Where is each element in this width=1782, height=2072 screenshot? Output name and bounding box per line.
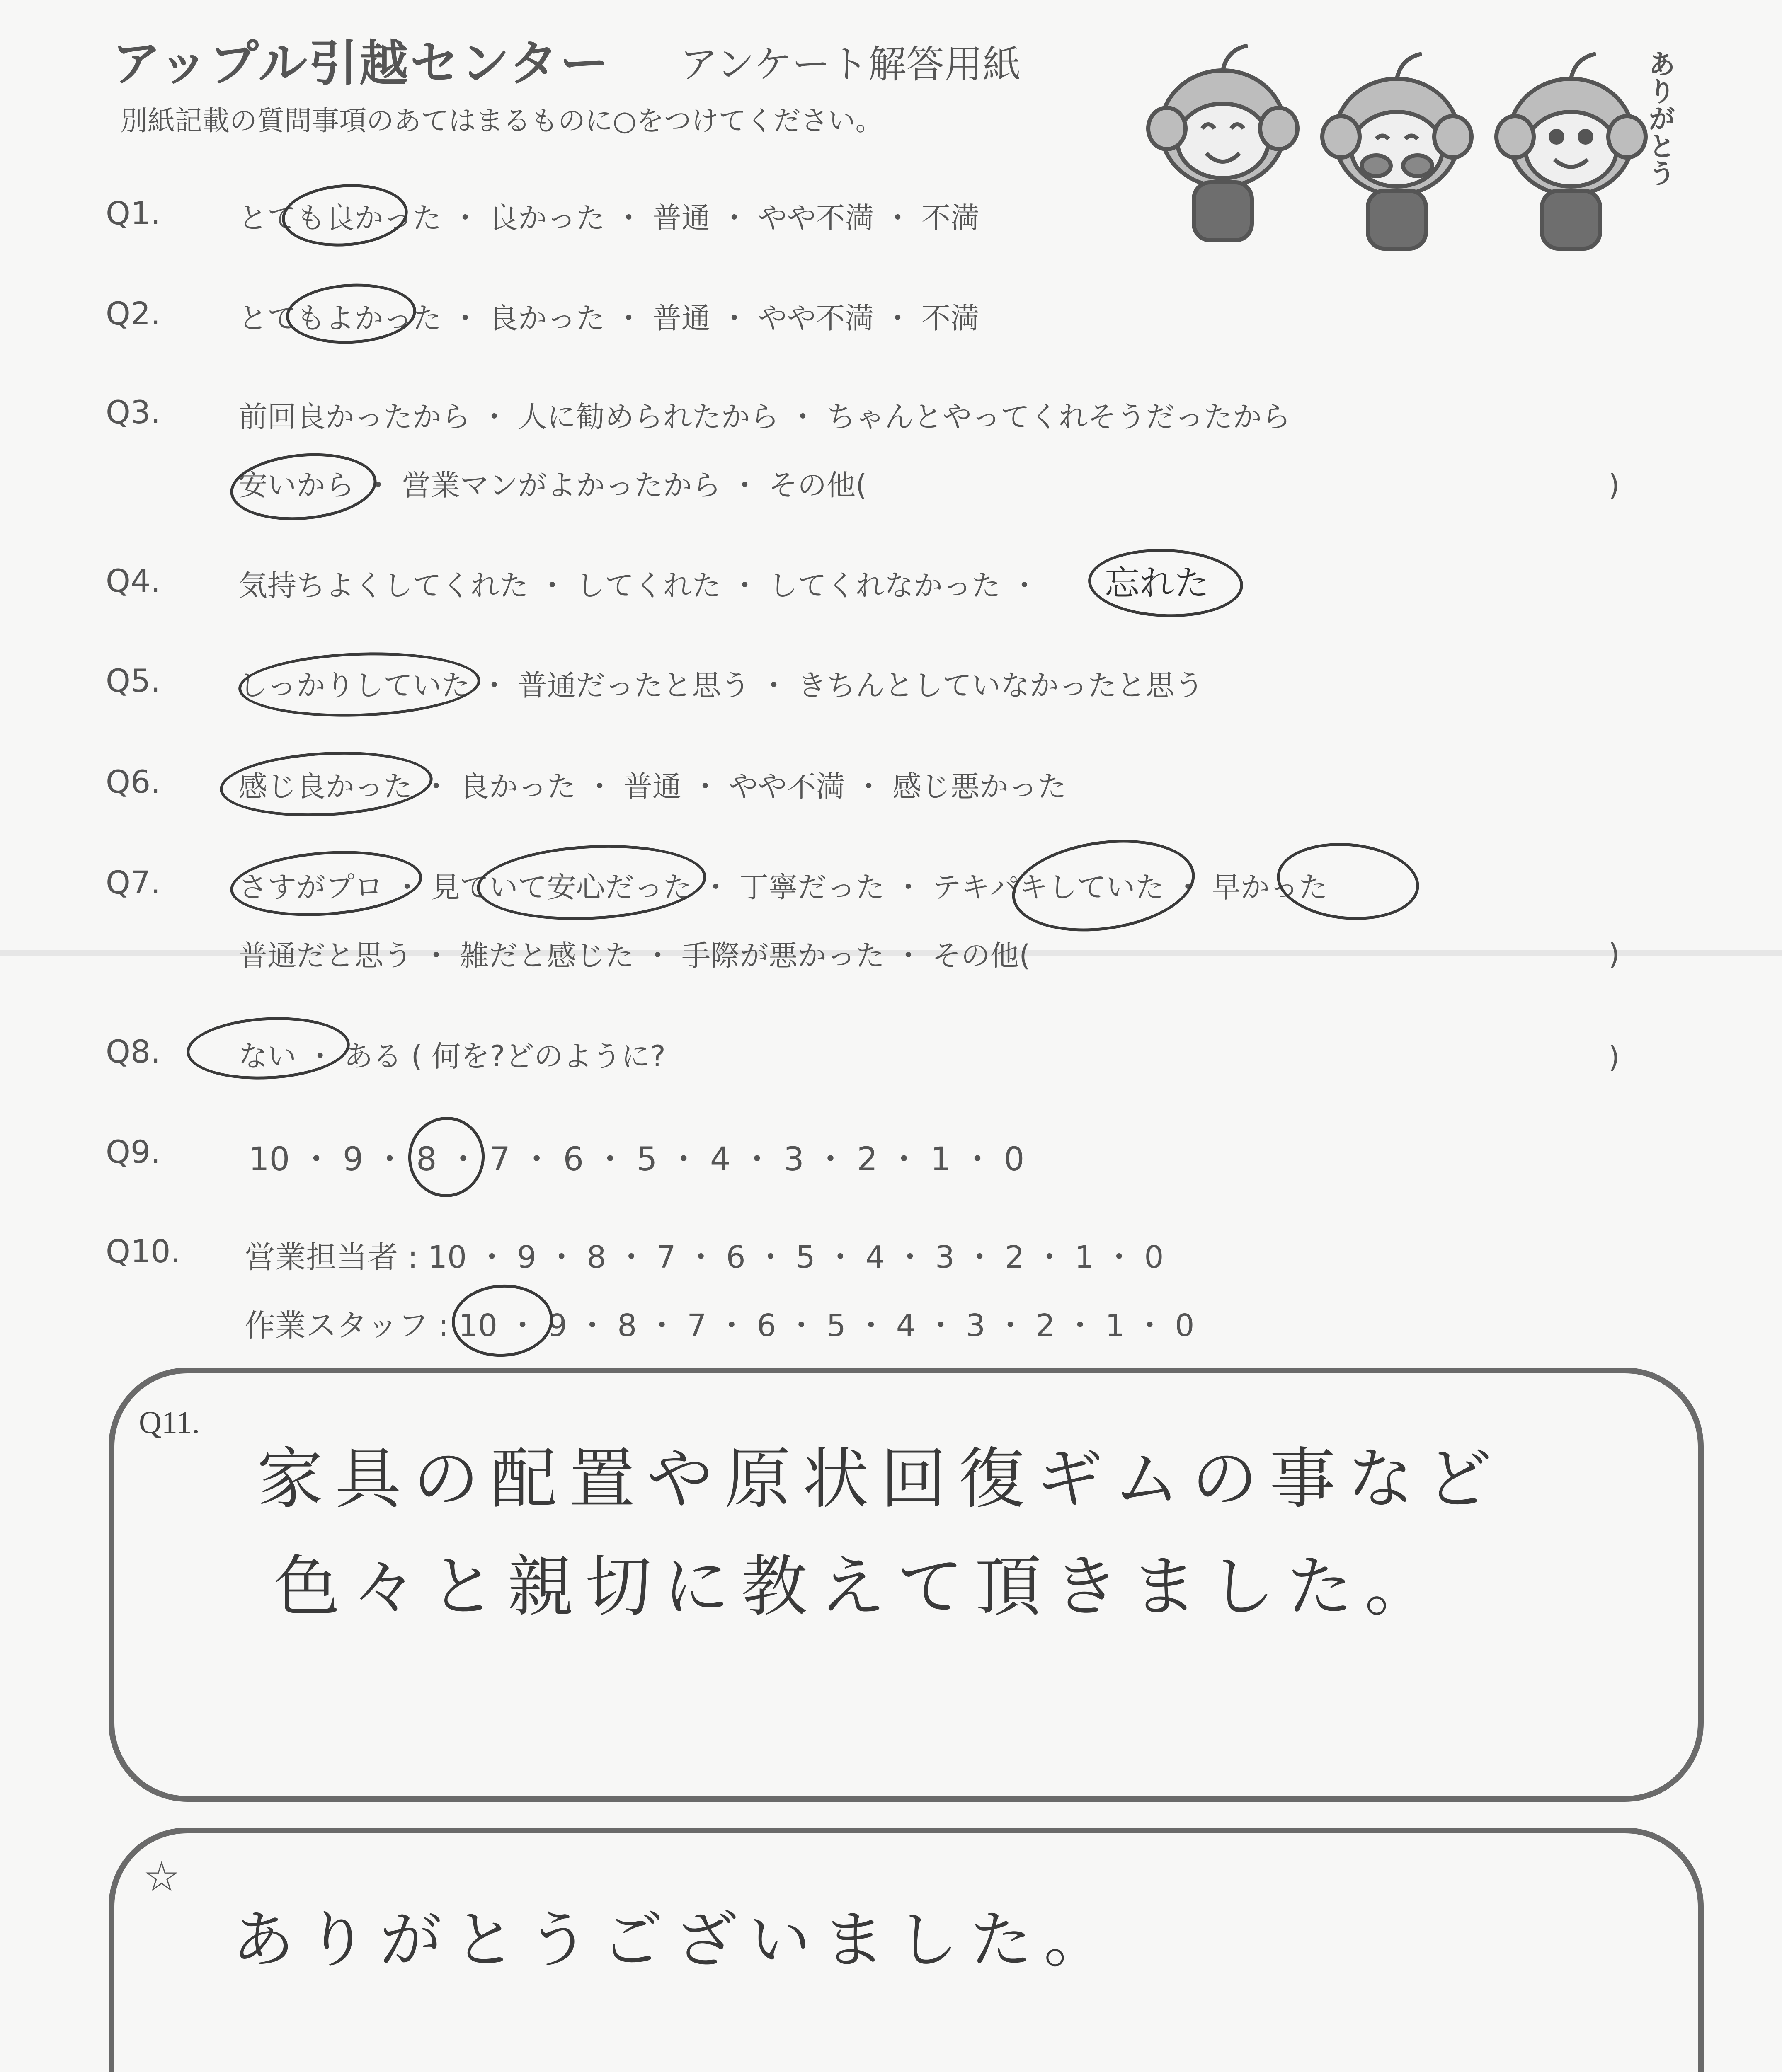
- q11-handwritten-line2: 色々と親切に教えて頂きました。: [274, 1548, 1443, 1625]
- q9-label: Q9.: [106, 1133, 161, 1170]
- q11-handwritten-line1: 家具の配置や原状回復ギムの事など: [257, 1440, 1503, 1518]
- q11-label: Q11.: [139, 1405, 200, 1440]
- q1-options: とても良かった ・ 良かった ・ 普通 ・ やや不満 ・ 不満: [238, 201, 980, 235]
- instruction-text: 別紙記載の質問事項のあてはまるものに○をつけてください。: [120, 105, 883, 137]
- q1-answer-circle: [280, 180, 410, 251]
- star-icon: ☆: [143, 1852, 180, 1901]
- q1-label: Q1.: [106, 195, 161, 232]
- mascot-speech-text: ありがとう: [1644, 50, 1675, 186]
- q6-label: Q6.: [106, 763, 161, 800]
- q7-answer-circle-4: [1274, 837, 1423, 925]
- q2-options: とてもよかった ・ 良かった ・ 普通 ・ やや不満 ・ 不満: [238, 301, 980, 335]
- q10-staff-scale: 作業スタッフ : 10 ・ 9 ・ 8 ・ 7 ・ 6 ・ 5 ・ 4 ・ 3 ・ 2 ・ 1 ・ 0: [245, 1308, 1195, 1343]
- q5-options: しっかりしていた ・ 普通だったと思う ・ きちんとしていなかったと思う: [238, 668, 1204, 702]
- q4-answer-circle: [1087, 547, 1244, 620]
- q4-options: 気持ちよくしてくれた ・ してくれた ・ してくれなかった ・: [238, 569, 1039, 603]
- q8-close-paren: ): [1608, 1040, 1620, 1074]
- q7-answer-circle-2: [475, 840, 708, 926]
- form-subtitle: アンケート解答用紙: [680, 42, 1021, 87]
- q3-options-line1: 前回良かったから ・ 人に勧められたから ・ ちゃんとやってくれそうだったから: [238, 400, 1291, 434]
- q4-label: Q4.: [106, 562, 161, 599]
- q6-options: 感じ良かった ・ 良かった ・ 普通 ・ やや不満 ・ 感じ悪かった: [238, 770, 1067, 804]
- q2-answer-circle: [284, 281, 417, 347]
- q7-answer-circle-1: [228, 845, 424, 922]
- monkey-mascot-left-icon: [1148, 46, 1297, 240]
- q4-handwritten-answer: 忘れた: [1105, 563, 1210, 603]
- q7-close-paren: ): [1608, 937, 1620, 971]
- monkey-mascot-icon: [1127, 33, 1708, 257]
- q9-scale: 10 ・ 9 ・ 8 ・ 7 ・ 6 ・ 5 ・ 4 ・ 3 ・ 2 ・ 1 ・ 0: [249, 1141, 1025, 1178]
- q10-sales-scale: 営業担当者 : 10 ・ 9 ・ 8 ・ 7 ・ 6 ・ 5 ・ 4 ・ 3 ・ 2 ・ 1 ・ 0: [245, 1239, 1164, 1275]
- q6-answer-circle: [218, 747, 434, 822]
- q3-answer-circle: [228, 448, 380, 526]
- company-title: アップル引越センター: [112, 35, 611, 92]
- q3-close-paren: ): [1608, 468, 1620, 502]
- q7-label: Q7.: [106, 864, 161, 901]
- q3-options-line2: 安いから ・ 営業マンがよかったから ・ その他(: [238, 468, 867, 502]
- q7-options-line1: さすがプロ ・ 見ていて安心だった ・ 丁寧だった ・ テキパキしていた ・ 早かった: [238, 870, 1328, 904]
- monkey-mascot-right-icon: [1496, 54, 1646, 249]
- q3-label: Q3.: [106, 394, 161, 431]
- q8-options: ない ・ ある ( 何を?どのように?: [238, 1039, 666, 1073]
- q10-staff-answer-circle: [450, 1282, 555, 1360]
- monkey-mascot-middle-icon: [1322, 54, 1472, 249]
- q5-label: Q5.: [106, 662, 161, 699]
- q9-answer-circle: [404, 1113, 488, 1201]
- q5-answer-circle: [237, 649, 481, 721]
- q7-options-line2: 普通だと思う ・ 雑だと感じた ・ 手際が悪かった ・ その他(: [238, 939, 1030, 973]
- q10-label: Q10.: [106, 1233, 181, 1270]
- q7-answer-circle-3: [1006, 829, 1200, 942]
- q2-label: Q2.: [106, 295, 161, 332]
- star-handwritten-text: ありがとうございました。: [232, 1904, 1118, 1976]
- q8-label: Q8.: [106, 1033, 161, 1070]
